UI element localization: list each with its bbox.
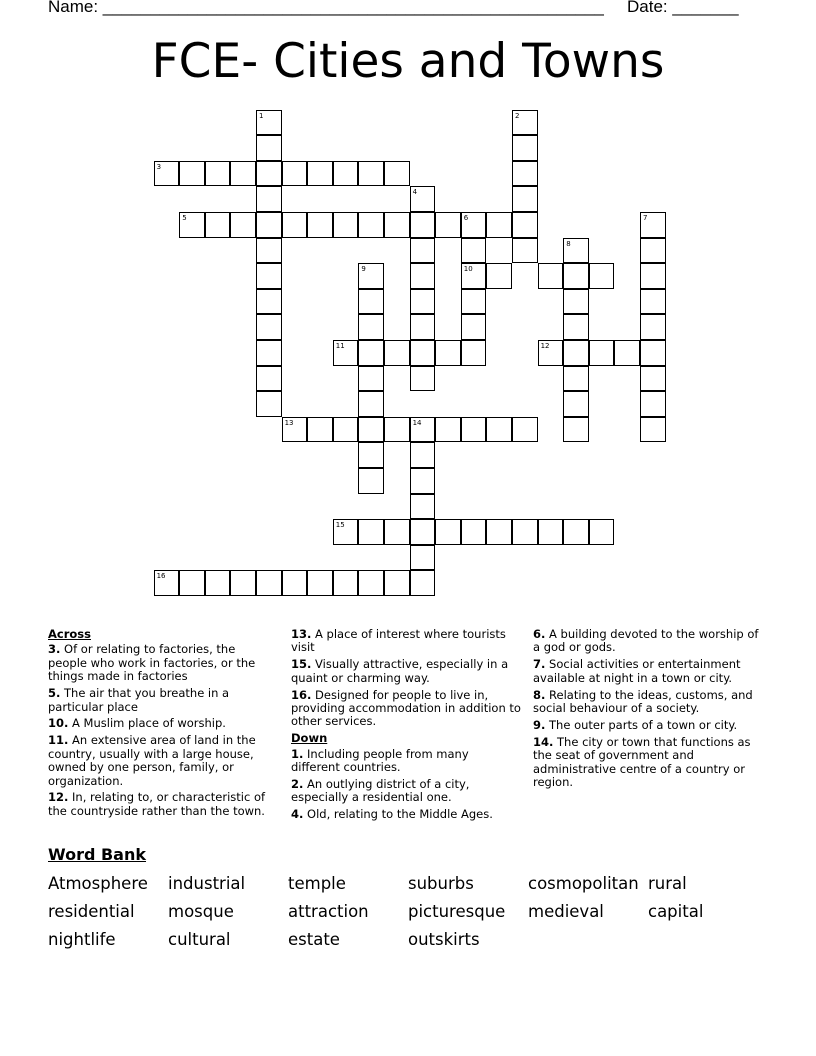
crossword-cell[interactable]	[384, 340, 410, 366]
cell-number: 3	[156, 162, 162, 171]
crossword-cell[interactable]	[256, 340, 282, 366]
crossword-cell[interactable]	[333, 570, 359, 596]
crossword-cell[interactable]	[256, 570, 282, 596]
clue-down-14	[533, 736, 765, 790]
clue-down-9	[533, 719, 765, 732]
cell-number: 8	[566, 239, 571, 248]
down-heading: Down	[291, 731, 328, 746]
crossword-cell[interactable]	[333, 417, 359, 443]
crossword-cell[interactable]	[256, 366, 282, 392]
crossword-cell[interactable]	[358, 519, 384, 545]
crossword-cell[interactable]	[589, 340, 615, 366]
clue-down-8	[533, 689, 765, 716]
crossword-cell[interactable]	[461, 519, 487, 545]
crossword-cell[interactable]	[512, 161, 538, 187]
crossword-cell[interactable]	[563, 519, 589, 545]
clue-text: In, relating to, or characteristic of the countryside rather than the town.	[48, 790, 266, 818]
clue-number: 7.	[533, 657, 546, 672]
clues-column-2	[291, 628, 521, 825]
cell-number: 10	[463, 265, 473, 274]
word-bank-word: temple	[288, 874, 346, 893]
clue-text: The air that you breathe in a particular place	[48, 686, 230, 714]
crossword-cell[interactable]	[230, 212, 256, 238]
crossword-cell[interactable]	[640, 391, 666, 417]
clue-text: An extensive area of land in the country, usually with a large house, owned by one person, family, or organization.	[48, 733, 256, 788]
clue-text: A building devoted to the worship of a god or gods.	[533, 627, 759, 655]
crossword-cell[interactable]	[154, 161, 180, 187]
crossword-cell[interactable]	[358, 570, 384, 596]
crossword-cell[interactable]	[256, 391, 282, 417]
crossword-cell[interactable]	[358, 391, 384, 417]
crossword-cell[interactable]	[640, 366, 666, 392]
clue-text: Relating to the ideas, customs, and social behaviour of a society.	[533, 687, 753, 716]
clue-number: 2.	[291, 777, 304, 792]
crossword-cell[interactable]	[410, 417, 436, 443]
crossword-cell[interactable]	[333, 161, 359, 187]
cell-number: 15	[335, 521, 345, 530]
crossword-cell[interactable]	[282, 161, 308, 187]
crossword-cell[interactable]	[512, 186, 538, 212]
crossword-cell[interactable]	[410, 212, 436, 238]
clue-across-5	[48, 687, 276, 714]
crossword-cell[interactable]	[512, 238, 538, 264]
crossword-cell[interactable]	[179, 161, 205, 187]
crossword-cell[interactable]	[256, 161, 282, 187]
clue-number: 4.	[291, 807, 304, 822]
clue-number: 12.	[48, 790, 69, 805]
crossword-cell[interactable]	[205, 161, 231, 187]
crossword-cell[interactable]	[563, 391, 589, 417]
crossword-cell[interactable]	[282, 570, 308, 596]
crossword-cell[interactable]	[435, 417, 461, 443]
clue-number: 14.	[533, 734, 554, 749]
crossword-cell[interactable]	[410, 186, 436, 212]
crossword-cell[interactable]	[435, 340, 461, 366]
crossword-cell[interactable]	[179, 570, 205, 596]
crossword-cell[interactable]	[640, 314, 666, 340]
word-bank-title: Word Bank	[48, 845, 147, 864]
clue-number: 11.	[48, 733, 69, 748]
date-field-label: Date: _______	[627, 0, 739, 16]
crossword-cell[interactable]	[256, 314, 282, 340]
crossword-cell[interactable]	[410, 468, 436, 494]
clue-number: 8.	[533, 687, 546, 702]
clue-across-3	[48, 643, 276, 683]
crossword-cell[interactable]	[538, 340, 564, 366]
crossword-cell[interactable]	[205, 570, 231, 596]
crossword-cell[interactable]	[333, 519, 359, 545]
clue-number: 16.	[291, 687, 312, 702]
crossword-cell[interactable]	[486, 263, 512, 289]
clue-text: A Muslim place of worship.	[72, 716, 226, 731]
clue-down-2	[291, 778, 521, 805]
crossword-cell[interactable]	[461, 340, 487, 366]
crossword-cell[interactable]	[358, 161, 384, 187]
cell-number: 6	[463, 214, 469, 222]
crossword-cell[interactable]	[538, 263, 564, 289]
cell-number: 11	[335, 342, 345, 350]
crossword-cell[interactable]	[410, 545, 436, 571]
crossword-cell[interactable]	[486, 212, 512, 238]
clue-text: Of or relating to factories, the people who work in factories, or the things made in factories	[48, 642, 256, 684]
name-field-label: Name: _____________________________________________________	[48, 0, 604, 16]
crossword-cell[interactable]	[307, 417, 333, 443]
crossword-cell[interactable]	[563, 263, 589, 289]
crossword-cell[interactable]	[512, 519, 538, 545]
crossword-cell[interactable]	[563, 289, 589, 315]
crossword-cell[interactable]	[512, 135, 538, 161]
crossword-cell[interactable]	[256, 110, 282, 136]
crossword-cell[interactable]	[410, 238, 436, 264]
crossword-cell[interactable]	[358, 289, 384, 315]
crossword-cell[interactable]	[486, 417, 512, 443]
word-bank-word: Atmosphere	[48, 874, 148, 893]
clue-number: 3.	[48, 642, 61, 657]
cell-number: 9	[361, 265, 366, 274]
crossword-cell[interactable]	[154, 570, 180, 596]
cell-number: 14	[412, 418, 422, 427]
clue-down-7	[533, 658, 765, 685]
clue-text: Visually attractive, especially in a quaint or charming way.	[291, 657, 509, 685]
crossword-cell[interactable]	[358, 340, 384, 366]
crossword-cell[interactable]	[563, 314, 589, 340]
across-heading: Across	[48, 627, 91, 641]
word-bank-word: medieval	[528, 902, 604, 921]
crossword-cell[interactable]	[410, 263, 436, 289]
clue-text: An outlying district of a city, especially a residential one.	[291, 777, 470, 805]
clue-number: 15.	[291, 657, 312, 672]
crossword-cell[interactable]	[563, 417, 589, 443]
word-bank-word: industrial	[168, 874, 246, 893]
crossword-cell[interactable]	[282, 417, 308, 443]
crossword-cell[interactable]	[486, 519, 512, 545]
crossword-cell[interactable]	[384, 570, 410, 596]
crossword-cell[interactable]	[358, 212, 384, 238]
crossword-cell[interactable]	[358, 417, 384, 443]
word-bank-word: rural	[648, 874, 687, 893]
crossword-cell[interactable]	[410, 314, 436, 340]
crossword-cell[interactable]	[435, 212, 461, 238]
crossword-cell[interactable]	[461, 314, 487, 340]
crossword-cell[interactable]	[614, 340, 640, 366]
crossword-cell[interactable]	[640, 238, 666, 264]
crossword-cell[interactable]	[410, 289, 436, 315]
word-bank-word: picturesque	[408, 902, 506, 921]
crossword-cell[interactable]	[461, 238, 487, 264]
crossword-cell[interactable]	[205, 212, 231, 238]
cell-number: 12	[540, 342, 550, 350]
clues-column-1	[48, 628, 276, 822]
crossword-cell[interactable]	[230, 161, 256, 187]
clues-column-3	[533, 628, 765, 793]
crossword-cell[interactable]	[256, 135, 282, 161]
clue-down-6	[533, 628, 765, 655]
crossword-cell[interactable]	[589, 263, 615, 289]
word-bank-word: cosmopolitan	[528, 874, 639, 893]
clue-number: 6.	[533, 627, 546, 641]
crossword-cell[interactable]	[640, 212, 666, 238]
crossword-cell[interactable]	[384, 161, 410, 187]
clue-down-1	[291, 748, 521, 775]
crossword-cell[interactable]	[563, 238, 589, 264]
crossword-cell[interactable]	[512, 212, 538, 238]
crossword-cell[interactable]	[307, 161, 333, 187]
cell-number: 7	[643, 214, 648, 222]
crossword-cell[interactable]	[384, 417, 410, 443]
clue-text: Designed for people to live in, providing accommodation in addition to other services.	[291, 687, 521, 729]
crossword-cell[interactable]	[282, 212, 308, 238]
clue-text: A place of interest where tourists visit	[291, 627, 506, 655]
clue-number: 5.	[48, 686, 61, 701]
crossword-cell[interactable]	[256, 186, 282, 212]
page-title: FCE- Cities and Towns	[151, 34, 665, 89]
crossword-cell[interactable]	[563, 366, 589, 392]
clue-across-15	[291, 658, 521, 685]
crossword-cell[interactable]	[512, 417, 538, 443]
crossword-cell[interactable]	[410, 366, 436, 392]
crossword-cell[interactable]	[461, 212, 487, 238]
word-bank-word: mosque	[168, 902, 234, 921]
clue-across-11	[48, 734, 276, 788]
clue-text: Including people from many different countries.	[291, 746, 469, 775]
crossword-cell[interactable]	[538, 519, 564, 545]
clue-across-13	[291, 628, 521, 655]
crossword-cell[interactable]	[384, 519, 410, 545]
crossword-cell[interactable]	[410, 570, 436, 596]
crossword-cell[interactable]	[640, 417, 666, 443]
word-bank-word: suburbs	[408, 874, 474, 893]
word-bank-word: nightlife	[48, 930, 116, 949]
crossword-cell[interactable]	[358, 263, 384, 289]
crossword-cell[interactable]	[640, 263, 666, 289]
clue-number: 1.	[291, 746, 304, 761]
crossword-cell[interactable]	[461, 417, 487, 443]
clue-text: Old, relating to the Middle Ages.	[307, 807, 493, 822]
crossword-cell[interactable]	[358, 366, 384, 392]
word-bank-word: attraction	[288, 902, 369, 921]
crossword-cell[interactable]	[307, 212, 333, 238]
crossword-cell[interactable]	[410, 519, 436, 545]
word-bank-word: capital	[648, 902, 704, 921]
clue-number: 9.	[533, 717, 546, 732]
crossword-cell[interactable]	[358, 442, 384, 468]
clue-text: The outer parts of a town or city.	[549, 717, 738, 732]
crossword-cell[interactable]	[358, 314, 384, 340]
cell-number: 16	[156, 572, 166, 581]
cell-number: 1	[259, 111, 264, 120]
cell-number: 5	[182, 214, 187, 222]
crossword-cell[interactable]	[461, 263, 487, 289]
crossword-cell[interactable]	[461, 289, 487, 315]
crossword-cell[interactable]	[410, 340, 436, 366]
clue-across-16	[291, 689, 521, 729]
crossword-cell[interactable]	[358, 468, 384, 494]
clue-down-4	[291, 808, 521, 821]
clue-across-12	[48, 791, 276, 818]
crossword-cell[interactable]	[333, 212, 359, 238]
crossword-cell[interactable]	[256, 212, 282, 238]
cell-number: 4	[412, 188, 418, 197]
crossword-cell[interactable]	[563, 340, 589, 366]
crossword-cell[interactable]	[256, 263, 282, 289]
crossword-cell[interactable]	[512, 110, 538, 136]
clue-number: 10.	[48, 716, 69, 731]
crossword-cell[interactable]	[179, 212, 205, 238]
clue-text: The city or town that functions as the seat of government and administrative centre of a country or region.	[533, 734, 751, 790]
crossword-cell[interactable]	[256, 238, 282, 264]
crossword-cell[interactable]	[435, 519, 461, 545]
crossword-cell[interactable]	[307, 570, 333, 596]
crossword-cell[interactable]	[410, 442, 436, 468]
crossword-cell[interactable]	[384, 212, 410, 238]
cell-number: 13	[284, 418, 294, 427]
crossword-cell[interactable]	[589, 519, 615, 545]
word-bank-word: residential	[48, 902, 135, 921]
crossword-cell[interactable]	[230, 570, 256, 596]
clue-across-10	[48, 717, 276, 730]
crossword-cell[interactable]	[640, 340, 666, 366]
crossword-cell[interactable]	[410, 494, 436, 520]
crossword-cell[interactable]	[333, 340, 359, 366]
crossword-cell[interactable]	[640, 289, 666, 315]
word-bank-word: outskirts	[408, 930, 480, 949]
crossword-cell[interactable]	[256, 289, 282, 315]
clue-text: Social activities or entertainment available at night in a town or city.	[533, 657, 741, 685]
word-bank-word: cultural	[168, 930, 231, 949]
cell-number: 2	[515, 111, 520, 120]
word-bank-word: estate	[288, 930, 340, 949]
clue-number: 13.	[291, 627, 312, 641]
